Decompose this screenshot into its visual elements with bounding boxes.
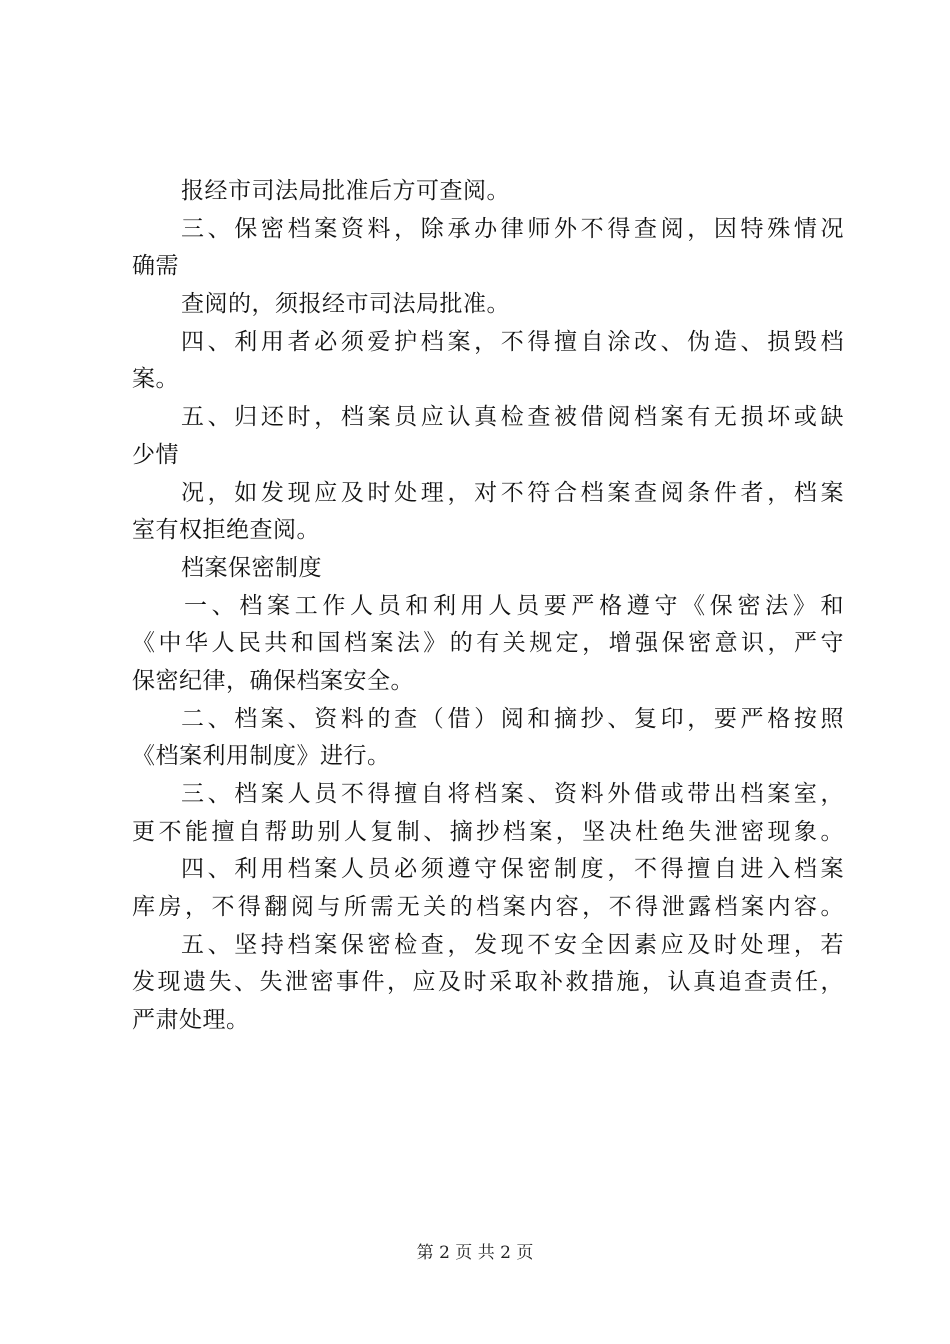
text-line: 《中华人民共和国档案法》的有关规定，增强保密意识，严守	[132, 630, 844, 657]
text-line: 一、档案工作人员和利用人员要严格遵守《保密法》和	[184, 592, 844, 619]
text-line: 更不能擅自帮助别人复制、摘抄档案，坚决杜绝失泄密现象。	[132, 818, 844, 845]
text-line: 确需	[132, 253, 179, 280]
text-line: 《档案利用制度》进行。	[132, 743, 391, 770]
text-line: 案。	[132, 366, 179, 393]
document-body	[132, 173, 844, 1040]
text-line: 三、档案人员不得擅自将档案、资料外借或带出档案室，	[181, 781, 844, 807]
text-line: 三、保密档案资料，除承办律师外不得查阅，因特殊情况	[181, 215, 844, 242]
text-line: 四、利用者必须爱护档案，不得擅自涂改、伪造、损毁档	[181, 328, 844, 355]
text-line: 发现遗失、失泄密事件，应及时采取补救措施，认真追查责任，	[132, 969, 844, 996]
text-line: 五、坚持档案保密检查，发现不安全因素应及时处理，若	[181, 931, 844, 958]
text-line: 查阅的，须报经市司法局批准。	[181, 291, 510, 318]
text-line: 室有权拒绝查阅。	[132, 517, 320, 544]
page-footer: 第 2 页 共 2 页	[416, 1243, 534, 1263]
text-line: 库房，不得翻阅与所需无关的档案内容，不得泄露档案内容。	[132, 894, 844, 921]
text-line: 二、档案、资料的查（借）阅和摘抄、复印，要严格按照	[181, 705, 844, 732]
text-line: 严肃处理。	[132, 1007, 250, 1034]
text-line: 况，如发现应及时处理，对不符合档案查阅条件者，档案	[181, 479, 844, 506]
text-line: 少情	[132, 441, 179, 468]
text-line: 保密纪律，确保档案安全。	[132, 667, 414, 694]
text-line: 五、归还时，档案员应认真检查被借阅档案有无损坏或缺	[181, 404, 844, 431]
text-line: 四、利用档案人员必须遵守保密制度，不得擅自进入档案	[181, 856, 844, 883]
section-heading: 档案保密制度	[181, 554, 322, 581]
text-line: 报经市司法局批准后方可查阅。	[181, 178, 510, 204]
